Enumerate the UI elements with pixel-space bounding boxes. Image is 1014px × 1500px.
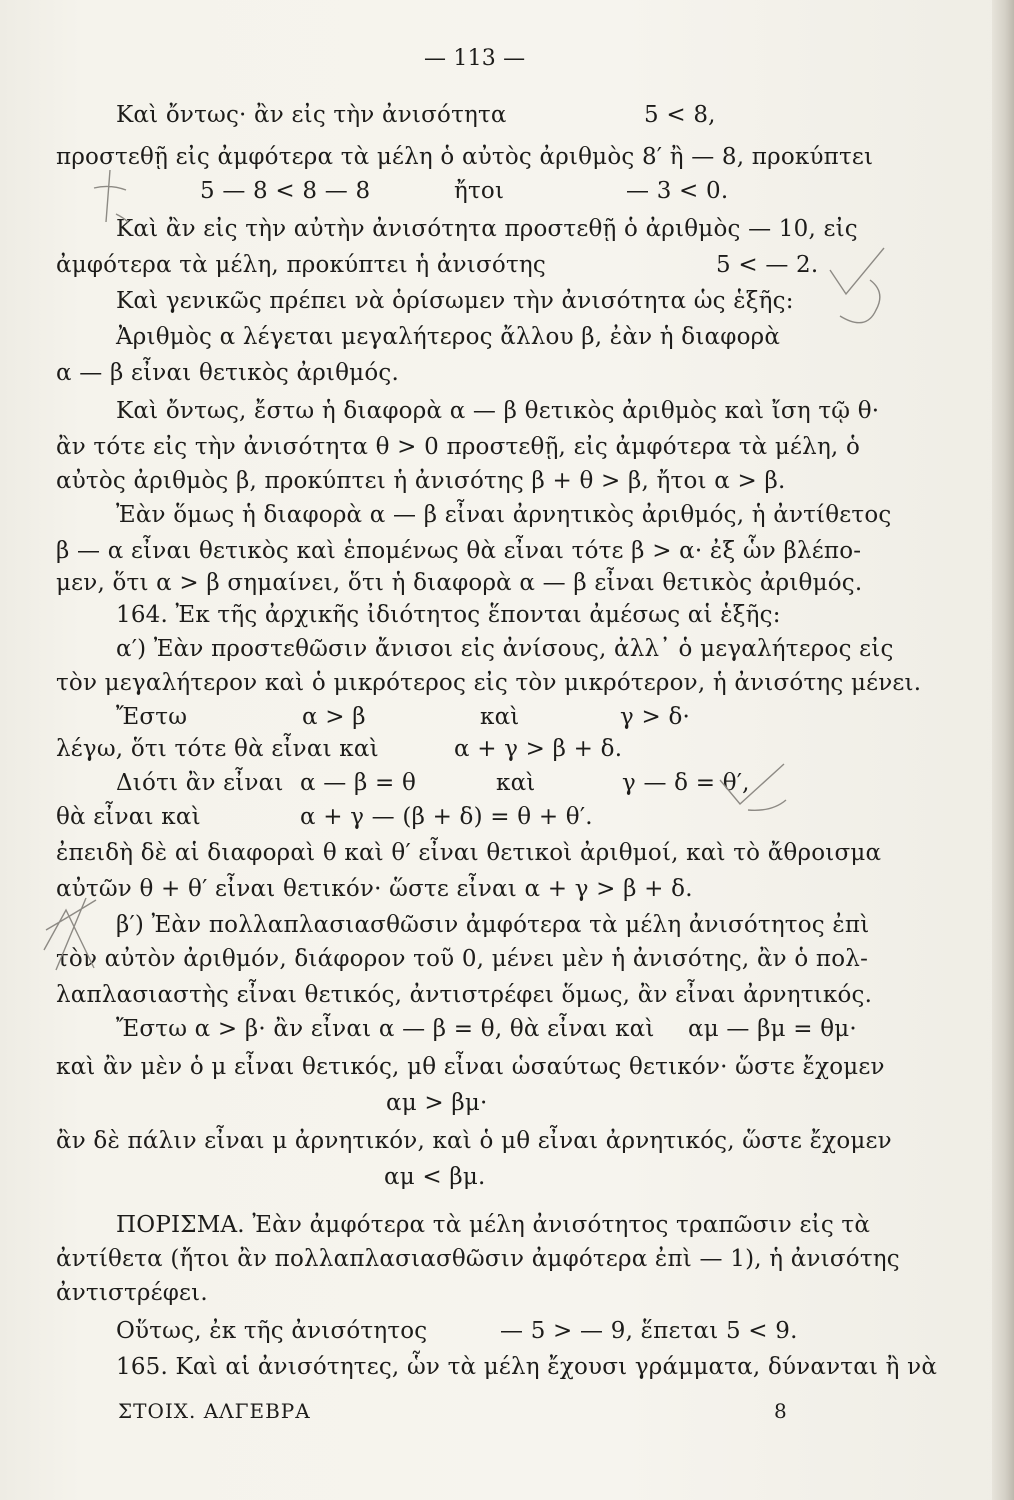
text-line: καὶ ἂν μὲν ὁ μ εἶναι θετικός, μθ εἶναι ὡσαύτως θετικόν· ὥστε ἔχομεν <box>56 1054 885 1080</box>
text-line: ἂν τότε εἰς τὴν ἀνισότητα θ > 0 προστεθῇ, εἰς ἀμφότερα τὰ μέλη, ὁ <box>56 434 860 460</box>
pencil-mark-icon <box>36 890 106 980</box>
text-line: α — β εἶναι θετικὸς ἀριθμός. <box>56 360 399 386</box>
text-line: ἐπειδὴ δὲ αἱ διαφοραὶ θ καὶ θ′ εἶναι θετικοὶ ἀριθμοί, καὶ τὸ ἄθροισμα <box>56 840 882 866</box>
page-spine-shadow <box>992 0 1014 1500</box>
text-line: αὐτῶν θ + θ′ εἶναι θετικόν· ὥστε εἶναι α + γ > β + δ. <box>56 876 693 902</box>
pencil-check-icon <box>712 760 792 820</box>
text-line: Καὶ ὄντως· ἂν εἰς τὴν ἀνισότητα <box>116 102 507 128</box>
text-line: Διότι ἂν εἶναι <box>116 770 284 796</box>
formula: — 3 < 0. <box>626 178 729 204</box>
formula: α > β <box>302 704 366 730</box>
text-line: Καὶ ὄντως, ἔστω ἡ διαφορὰ α — β θετικὸς ἀριθμὸς καὶ ἴση τῷ θ· <box>116 398 880 424</box>
page-number: — 113 — <box>424 46 526 71</box>
text-line: καὶ <box>496 770 536 796</box>
text-line: Οὕτως, ἐκ τῆς ἀνισότητος <box>116 1318 428 1344</box>
text-line: αὐτὸς ἀριθμὸς β, προκύπτει ἡ ἀνισότης β + θ > β, ἤτοι α > β. <box>56 468 786 494</box>
text-line: λέγω, ὅτι τότε θὰ εἶναι καὶ <box>56 736 379 762</box>
text-line: τὸν μεγαλήτερον καὶ ὁ μικρότερος εἰς τὸν μικρότερον, ἡ ἀνισότης μένει. <box>56 670 922 696</box>
formula: αμ > βμ· <box>386 1090 488 1116</box>
section-165: 165. Καὶ αἱ ἀνισότητες, ὧν τὰ μέλη ἔχουσι γράμματα, δύνανται ἢ νὰ <box>116 1354 938 1380</box>
text-line: προστεθῇ εἰς ἀμφότερα τὰ μέλη ὁ αὐτὸς ἀριθμὸς 8′ ἢ — 8, προκύπτει <box>56 144 874 170</box>
text-line: Ἀριθμὸς α λέγεται μεγαλήτερος ἄλλου β, ἐὰν ἡ διαφορὰ <box>116 324 781 350</box>
formula: αμ — βμ = θμ· <box>688 1016 857 1042</box>
text-line: θὰ εἶναι καὶ <box>56 804 201 830</box>
text-line: β′) Ἐὰν πολλαπλασιασθῶσιν ἀμφότερα τὰ μέλη ἀνισότητος ἐπὶ <box>116 912 870 938</box>
formula: γ — δ = θ′, <box>622 770 750 796</box>
text-line: Καὶ ἂν εἰς τὴν αὐτὴν ἀνισότητα προστεθῇ ὁ ἀριθμὸς — 10, εἰς <box>116 216 858 242</box>
text-line: ἀντιστρέφει. <box>56 1280 208 1306</box>
formula: — 5 > — 9, ἕπεται 5 < 9. <box>500 1318 798 1344</box>
text-line: β — α εἶναι θετικὸς καὶ ἑπομένως θὰ εἶναι τότε β > α· ἐξ ὧν βλέπο- <box>56 538 862 564</box>
formula: αμ < βμ. <box>384 1164 486 1190</box>
text-line: Ἔστω α > β· ἂν εἶναι α — β = θ, θὰ εἶναι καὶ <box>116 1016 655 1042</box>
text-line: τὸν αὐτὸν ἀριθμόν, διάφορον τοῦ 0, μένει μὲν ἡ ἀνισότης, ἂν ὁ πολ- <box>56 946 869 972</box>
text-line: Ἐὰν ὅμως ἡ διαφορὰ α — β εἶναι ἀρνητικὸς ἀριθμός, ἡ ἀντίθετος <box>116 502 892 528</box>
formula: α — β = θ <box>300 770 416 796</box>
text-line: ἀμφότερα τὰ μέλη, προκύπτει ἡ ἀνισότης <box>56 252 546 278</box>
text-line: ἤτοι <box>454 178 505 204</box>
text-line: Ἔστω <box>116 704 188 730</box>
formula: γ > δ· <box>620 704 690 730</box>
pencil-check-icon <box>800 240 890 340</box>
text-line: ἂν δὲ πάλιν εἶναι μ ἀρνητικόν, καὶ ὁ μθ εἶναι ἀρνητικός, ὥστε ἔχομεν <box>56 1128 892 1154</box>
footer-title: ΣΤΟΙΧ. ΑΛΓΕΒΡΑ <box>118 1399 311 1423</box>
formula: 5 < — 2. <box>716 252 819 278</box>
pencil-mark-icon <box>90 166 130 226</box>
formula: α + γ > β + δ. <box>454 736 623 762</box>
footer-signature: 8 <box>774 1399 788 1423</box>
text-line: ἀντίθετα (ἤτοι ἂν πολλαπλασιασθῶσιν ἀμφότερα ἐπὶ — 1), ἡ ἀνισότης <box>56 1246 900 1272</box>
text-line: α′) Ἐὰν προστεθῶσιν ἄνισοι εἰς ἀνίσους, ἀλλ᾽ ὁ μεγαλήτερος εἰς <box>116 636 894 662</box>
formula: 5 — 8 < 8 — 8 <box>200 178 371 204</box>
text-line: Καὶ γενικῶς πρέπει νὰ ὁρίσωμεν τὴν ἀνισότητα ὡς ἑξῆς: <box>116 288 794 314</box>
section-164: 164. Ἐκ τῆς ἀρχικῆς ἰδιότητος ἕπονται ἀμέσως αἱ ἑξῆς: <box>116 602 781 628</box>
text-line: μεν, ὅτι α > β σημαίνει, ὅτι ἡ διαφορὰ α — β εἶναι θετικὸς ἀριθμός. <box>56 570 863 596</box>
formula: α + γ — (β + δ) = θ + θ′. <box>300 804 593 830</box>
text-line: καὶ <box>480 704 520 730</box>
formula: 5 < 8, <box>644 102 716 128</box>
porisma-heading: ΠΟΡΙΣΜΑ. Ἐὰν ἀμφότερα τὰ μέλη ἀνισότητος τραπῶσιν εἰς τὰ <box>116 1212 871 1238</box>
text-line: λαπλασιαστὴς εἶναι θετικός, ἀντιστρέφει ὅμως, ἂν εἶναι ἀρνητικός. <box>56 982 873 1008</box>
